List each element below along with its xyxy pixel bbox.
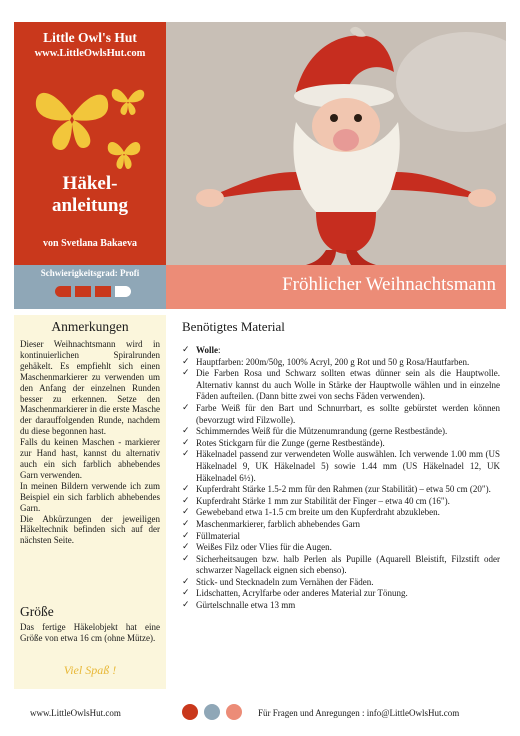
list-item-text: Gewebeband etwa 1-1.5 cm breite um den Kupferdraht abzukleben.: [196, 507, 440, 518]
list-item: [182, 403, 500, 426]
footer-contact[interactable]: Für Fragen und Anregungen : info@LittleOwlsHut.com: [258, 708, 460, 718]
author-line: von Svetlana Bakaeva: [43, 238, 137, 249]
brand-panel: [14, 22, 166, 265]
list-item-text: Schimmerndes Weiß für die Mützenumrandung (gerne Restbestände).: [196, 426, 448, 437]
check-icon: ✓: [182, 368, 190, 379]
santa-photo: [166, 22, 506, 265]
check-icon: ✓: [182, 449, 190, 460]
list-item-text: Sicherheitsaugen bzw. halb Perlen als Pupille (Aquarell Bleistift, Filzstift oder schwarzer Nagellack eignen sich ebenso).: [196, 553, 500, 576]
difficulty-label: Schwierigkeitsgrad: Profi: [40, 268, 140, 278]
check-icon: ✓: [182, 345, 190, 355]
list-item: [182, 496, 500, 508]
list-item-text: Kupferdraht Stärke 1 mm zur Stabilität der Finger – etwa 40 cm (16").: [196, 495, 450, 506]
footer-dots: [182, 704, 242, 720]
materials-list: [182, 345, 500, 612]
materials-heading: Benötigtes Material: [182, 319, 285, 334]
notes-panel: [14, 315, 166, 689]
list-item-text: Die Farben Rosa und Schwarz sollten etwas dünner sein als die Hauptwolle. Alternativ kannst du auch Wolle in Stärke der Hauptwolle wählen und in einzelne Fäden aufteilen. (Dann bitte zwei von sechs Fäden verwenden).: [196, 368, 500, 402]
size-heading: Größe: [20, 604, 54, 619]
list-item: [182, 449, 500, 484]
check-icon: ✓: [182, 553, 190, 564]
santa-illustration: [166, 22, 506, 265]
size-body: Das fertige Häkelobjekt hat eine Größe von etwa 16 cm (ohne Mütze).: [20, 622, 160, 643]
check-icon: ✓: [182, 437, 190, 448]
notes-paragraph: Die Abkürzungen der jeweiligen Häkeltechnik befinden sich auf der nächsten Seite.: [20, 513, 160, 546]
list-item-text: Häkelnadel passend zur verwendeten Wolle auswählen. Ich verwende 1.00 mm (US Häkelnadel 9, UK Häkelnadel 5) sowie 1.44 mm (US Häkelnadel 12, UK Häkelnadel 6½).: [196, 449, 500, 483]
list-item-text: Weißes Filz oder Vlies für die Augen.: [196, 542, 332, 553]
notes-paragraph: In meinen Bildern verwende ich zum Beispiel ein sich farblich abhebendes Garn.: [20, 480, 160, 513]
check-icon: ✓: [182, 600, 190, 611]
list-item-text: Hauptfarben: 200m/50g, 100% Acryl, 200 g Rot und 50 g Rosa/Hautfarben.: [196, 356, 470, 367]
list-item: [182, 507, 500, 519]
document-title-line-1: Häkel-: [62, 173, 118, 194]
document-title-line-2: anleitung: [51, 195, 129, 216]
list-item: [182, 426, 500, 438]
list-item: [182, 577, 500, 589]
footer-url[interactable]: www.LittleOwlsHut.com: [30, 708, 121, 718]
list-item: [182, 600, 500, 612]
list-item-text: Maschenmarkierer, farblich abhebendes Garn: [196, 518, 361, 529]
viel-spass-text: Viel Spaß !: [63, 663, 117, 677]
footer-dot-salmon: [226, 704, 242, 720]
notes-body: [20, 339, 160, 546]
list-item-text: Lidschatten, Acrylfarbe oder anderes Material zur Tönung.: [196, 588, 408, 599]
list-item: [182, 368, 500, 403]
check-icon: ✓: [182, 356, 190, 367]
check-icon: ✓: [182, 484, 190, 495]
list-item-text: Rotes Stickgarn für die Zunge (gerne Restbestände).: [196, 437, 385, 448]
list-item: [182, 484, 500, 496]
list-item-text: Stick- und Stecknadeln zum Vernähen der Fäden.: [196, 576, 374, 587]
list-item-text: Kupferdraht Stärke 1.5-2 mm für den Rahmen (zur Stabilität) – etwa 50 cm (20").: [196, 484, 491, 495]
notes-paragraph: Dieser Weihnachtsmann wird in kontinuierlichen Spiralrunden gehäkelt. Es empfiehlt sich einen Maschenmarkierer zu verwenden um den Anfang der einzelnen Runden besser zu erkennen. Setze den Maschenmarkierer in die erste Masche der darauffolgenden Runde, nachdem du diese begonnen hast.: [20, 339, 160, 437]
check-icon: ✓: [182, 402, 190, 413]
document-title: [14, 173, 166, 217]
check-icon: ✓: [182, 542, 190, 553]
check-icon: ✓: [182, 426, 190, 437]
list-item-text: Gürtelschnalle etwa 13 mm: [196, 600, 296, 611]
difficulty-segment: [55, 286, 71, 297]
list-item: [182, 438, 500, 450]
check-icon: ✓: [182, 588, 190, 599]
check-icon: ✓: [182, 518, 190, 529]
difficulty-segment: [95, 286, 111, 297]
footer-dot-red: [182, 704, 198, 720]
list-item: ✓ Wolle:: [182, 345, 221, 355]
list-item: [182, 542, 500, 554]
footer-dot-blue: [204, 704, 220, 720]
check-icon: ✓: [182, 530, 190, 541]
butterfly-icon: [32, 78, 150, 178]
check-icon: ✓: [182, 507, 190, 518]
difficulty-segment: [75, 286, 91, 297]
list-item: [182, 357, 500, 369]
list-item-text: Füllmaterial: [196, 530, 240, 541]
list-item: [182, 531, 500, 543]
brand-title: Little Owl's Hut: [43, 30, 137, 45]
brand-url[interactable]: www.LittleOwlsHut.com: [34, 48, 146, 59]
difficulty-bar: [14, 265, 166, 309]
list-item: [182, 519, 500, 531]
list-item: [182, 554, 500, 577]
pattern-title-bar: [166, 265, 506, 309]
list-item-text: Farbe Weiß für den Bart und Schnurrbart, es sollte gebürstet werden können (bevorzugt wird Filzwolle).: [196, 402, 500, 425]
wolle-label: Wolle: [196, 345, 218, 355]
difficulty-rating: [55, 286, 131, 298]
check-icon: ✓: [182, 495, 190, 506]
notes-heading: Anmerkungen: [51, 319, 129, 334]
difficulty-segment-empty: [115, 286, 131, 297]
list-item: [182, 588, 500, 600]
notes-paragraph: Falls du keinen Maschen - markierer zur Hand hast, kannst du alternativ auch ein sich farblich abhebendes Garn verwenden.: [20, 437, 160, 480]
pattern-title: Fröhlicher Weihnachtsmann: [282, 274, 496, 295]
check-icon: ✓: [182, 576, 190, 587]
